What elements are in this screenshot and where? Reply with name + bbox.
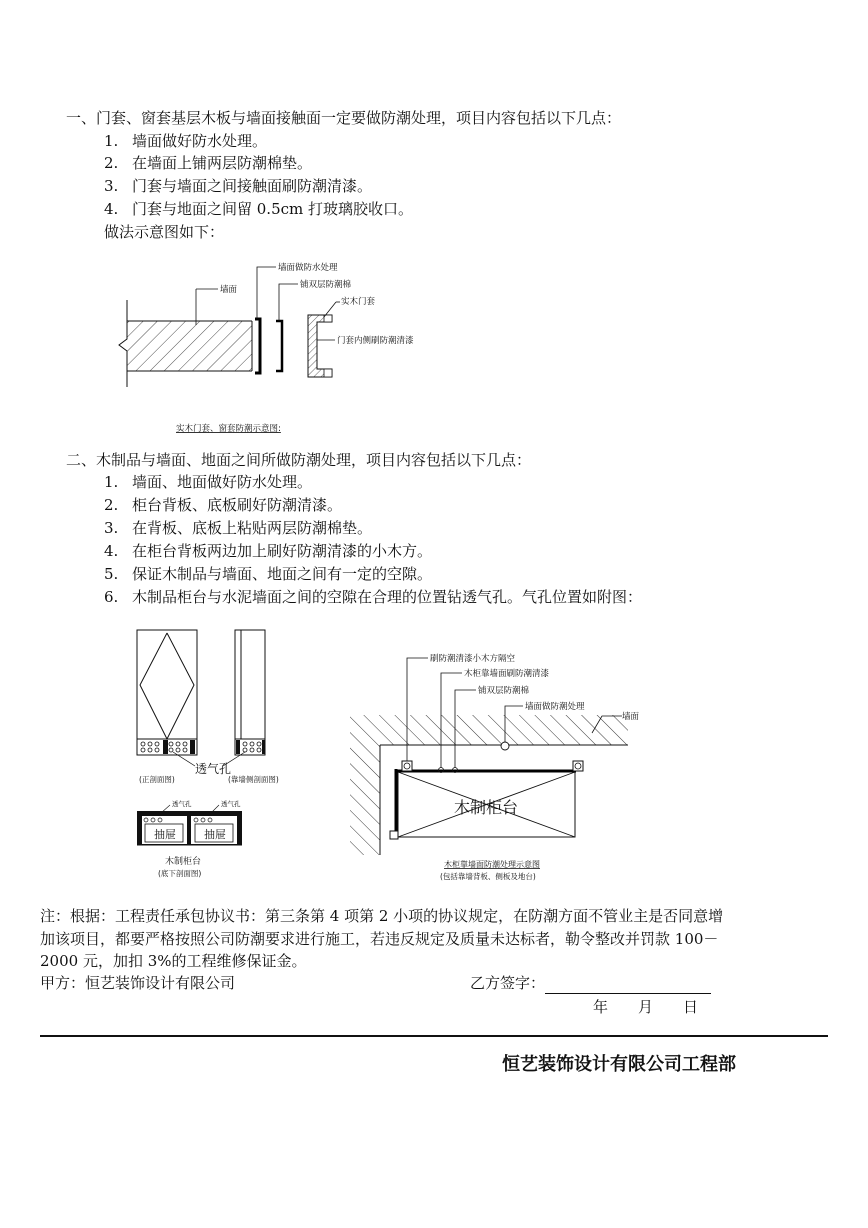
section1-item-3: 3. 门套与墙面之间接触面刷防潮清漆。 <box>104 177 373 195</box>
side-section-caption: (靠墙侧剖面图) <box>228 775 279 784</box>
wall-label-right: 墙面 <box>622 712 640 722</box>
drawer-label-1: 抽屉 <box>154 828 176 841</box>
footer-rule <box>40 1035 828 1037</box>
vent-small-label-1: 透气孔 <box>172 800 192 808</box>
pad-label: 铺双层防潮棉 <box>300 280 352 290</box>
door-frame-diagram <box>110 255 450 440</box>
section2-item-4: 4. 在柜台背板两边加上刷好防潮清漆的小木方。 <box>104 542 433 560</box>
party-b-signature: 乙方签字： <box>470 972 711 994</box>
section2-item-1: 1. 墙面、地面做好防水处理。 <box>104 473 313 491</box>
vent-small-label-2: 透气孔 <box>221 800 241 808</box>
wall-cabinet-subcaption: (包括靠墙背板、侧板及地台) <box>440 872 536 881</box>
frame-label: 实木门套 <box>341 297 376 307</box>
varnish-label: 门套内侧刷防潮清漆 <box>337 336 414 346</box>
diagram-caption: 实木门套、窗套防潮示意图: <box>176 424 281 434</box>
party-a: 甲方：恒艺装饰设计有限公司 <box>40 974 236 992</box>
note-line-2: 加该项目，都要严格按照公司防潮要求进行施工，若违反规定及质量未达标者，勒令整改并罚款 100－ <box>40 930 719 948</box>
double-pad-label: 铺双层防潮棉 <box>478 686 530 696</box>
cabinet-label: 木制柜台 <box>165 857 202 867</box>
section2-item-6: 6. 木制品柜台与水泥墙面之间的空隙在合理的位置钻透气孔。气孔位置如附图： <box>104 588 643 606</box>
signature-line[interactable] <box>545 977 711 994</box>
footer-company: 恒艺装饰设计有限公司工程部 <box>502 1054 736 1075</box>
note-line-3: 2000 元，加扣 3%的工程维修保证金。 <box>40 952 307 970</box>
section1-item-1: 1. 墙面做好防水处理。 <box>104 132 268 150</box>
section2-item-2: 2. 柜台背板、底板刷好防潮清漆。 <box>104 496 343 514</box>
wall-moisture-label: 墙面做防潮处理 <box>525 702 585 712</box>
wall-cabinet-diagram <box>340 645 640 890</box>
wood-cabinet-text: 木制柜台 <box>454 798 519 817</box>
section1-item-2: 2. 在墙面上铺两层防潮棉垫。 <box>104 154 313 172</box>
diagram-intro: 做法示意图如下： <box>104 223 225 241</box>
section2-heading: 二、木制品与墙面、地面之间所做防潮处理，项目内容包括以下几点： <box>66 451 532 469</box>
sign-date: 年 月 日 <box>593 998 699 1016</box>
cabinet-plan-caption: (底下剖面图) <box>158 869 202 878</box>
section2-item-5: 5. 保证木制品与墙面、地面之间有一定的空隙。 <box>104 565 433 583</box>
back-varnish-label: 木柜靠墙面刷防潮清漆 <box>464 669 550 679</box>
cabinet-section-diagrams <box>125 625 285 880</box>
front-section-caption: (正剖面图) <box>139 775 175 784</box>
waterproof-label: 墙面做防水处理 <box>278 263 338 273</box>
section1-heading: 一、门套、窗套基层木板与墙面接触面一定要做防潮处理，项目内容包括以下几点： <box>66 109 622 127</box>
wall-label: 墙面 <box>220 285 238 295</box>
section2-item-3: 3. 在背板、底板上粘贴两层防潮棉垫。 <box>104 519 373 537</box>
wall-cabinet-caption: 木柜靠墙面防潮处理示意图 <box>444 860 540 869</box>
small-timber-label: 刷防潮清漆小木方隔空 <box>430 654 516 664</box>
vent-label: 透气孔 <box>195 762 232 776</box>
section1-item-4: 4. 门套与地面之间留 0.5cm 打玻璃胶收口。 <box>104 200 414 218</box>
note-line-1: 注：根据：工程责任承包协议书：第三条第 4 项第 2 小项的协议规定，在防潮方面不管业主是否同意增 <box>40 907 724 925</box>
drawer-label-2: 抽屉 <box>204 828 226 841</box>
